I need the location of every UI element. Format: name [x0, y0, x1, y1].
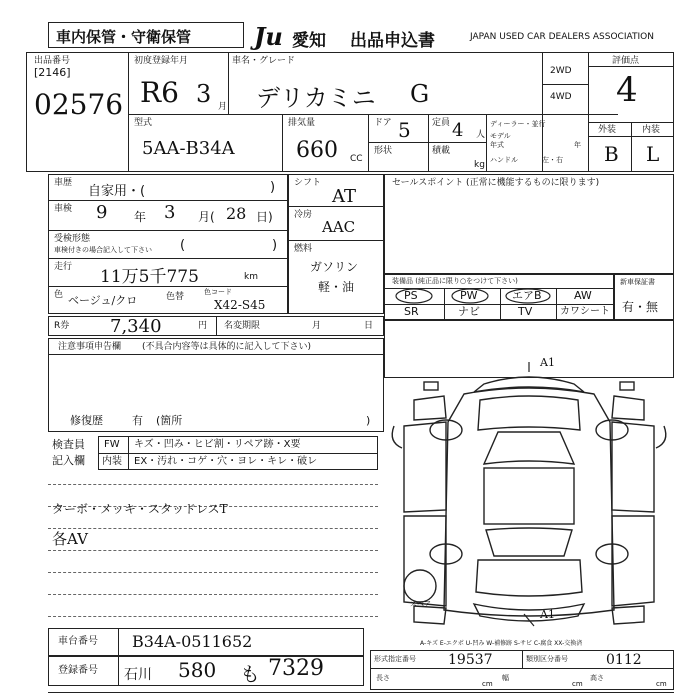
interior-value: L [646, 142, 660, 166]
first-reg-era-year: R6 [140, 76, 179, 109]
equip-leather-seat: カワシート [560, 306, 610, 317]
repair-close: ) [366, 414, 371, 427]
mileage-label: 走行 [54, 262, 73, 272]
inspection-label: 車検 [54, 204, 73, 214]
load-label: 積載 [432, 146, 451, 156]
sales-point-label: セールスポイント (正常に機能するものに限ります) [392, 178, 600, 188]
doors-label: ドア [374, 118, 392, 128]
capacity-value: 4 [452, 120, 464, 141]
car-name-label: 車名・グレード [232, 56, 296, 66]
chassis-value: B34A-0511652 [132, 632, 253, 651]
color-change-label: 色替 [166, 292, 185, 302]
inspector-interior-label: 内装 [102, 456, 122, 467]
color-label: 色 [54, 290, 64, 300]
first-reg-month: 3 [196, 80, 212, 108]
repair-paren: (箇所 [156, 414, 183, 427]
diagram-top-mark: A1 [540, 356, 555, 369]
exterior-value: B [604, 142, 619, 166]
reception-paren: ( [180, 238, 186, 253]
registration-region: 石川 [124, 667, 152, 683]
ac-value: AAC [322, 218, 356, 236]
spec-value-1: 19537 [448, 652, 493, 668]
storage-label: 車内保管・守衛保管 [56, 28, 192, 46]
handle-options: 左・右 [542, 156, 563, 164]
displacement-unit: CC [350, 154, 363, 164]
notes-instruction: (不具合内容等は具体的に記入して下さい) [142, 342, 312, 352]
handwritten-note-2: 各AV [52, 530, 88, 548]
load-unit: kg [474, 160, 485, 170]
name-limit-month: 月 [312, 321, 322, 331]
chassis-label: 車台番号 [58, 636, 98, 647]
recycle-value: 7,340 [110, 316, 162, 337]
registration-number: 7329 [268, 656, 324, 681]
dim-height-label: 高さ [590, 674, 604, 682]
equipment-label: 装備品 (純正品に限り○をつけて下さい) [392, 277, 518, 285]
equip-sr: SR [404, 305, 419, 318]
doors-value: 5 [398, 118, 411, 142]
exterior-label: 外装 [598, 125, 617, 135]
name-limit-day: 日 [364, 321, 374, 331]
inspection-day: 28 [226, 204, 247, 223]
form-title: 出品申込書 [350, 31, 435, 51]
equip-navi: ナビ [458, 305, 480, 318]
usage-close: ) [270, 180, 276, 195]
inspection-year-suffix: 年 [134, 210, 147, 224]
shape-label: 形状 [374, 146, 393, 156]
listing-number-label: 出品番号 [34, 56, 71, 66]
inspection-day-suffix: 日) [256, 210, 273, 224]
diagram-legend: A-キズ E-エクボ U-凹み W-補修跡 S-サビ C-腐食 XX-交換済 [420, 640, 583, 647]
fuel-line2: 軽・油 [318, 280, 355, 294]
diagram-spare-label: スペア [410, 600, 431, 608]
grade-score-value: 4 [616, 70, 638, 110]
name-limit-label: 名変期限 [224, 321, 261, 331]
diagram-bottom-mark: A1 [540, 608, 555, 621]
warranty-label: 新車保証書 [620, 278, 655, 286]
first-reg-month-suffix: 月 [218, 102, 228, 112]
repair-label: 修復歴 [70, 414, 103, 427]
recycle-unit: 円 [198, 321, 208, 331]
dim-length-unit: cm [482, 680, 493, 688]
car-grade: G [410, 80, 430, 108]
equip-tv: TV [518, 305, 533, 318]
grade-score-label: 評価点 [612, 56, 640, 66]
dim-width-label: 幅 [502, 674, 509, 682]
mileage-value: 11万5千775 [100, 267, 199, 287]
inspection-month: 3 [164, 202, 176, 223]
reception-note: 車検付きの場合記入して下さい [54, 246, 152, 254]
reception-label: 受検形態 [54, 234, 91, 244]
listing-number: 02576 [34, 88, 124, 121]
sales-point-frame [384, 174, 674, 274]
spec-value-2: 0112 [606, 652, 642, 668]
brand-logo: Ju [254, 22, 283, 51]
model-year-suffix: 年 [574, 141, 581, 149]
displacement-label: 排気量 [288, 118, 316, 128]
shift-value: AT [332, 186, 357, 207]
spec-label-1: 形式指定番号 [374, 655, 416, 663]
inspector-label-1: 検査員 [52, 438, 85, 451]
model-year-label-1: モデル [490, 132, 511, 140]
shift-label: シフト [294, 178, 322, 188]
registration-label: 登録番号 [58, 665, 98, 676]
equip-aw: AW [574, 289, 592, 302]
notes-label: 注意事項申告欄 [58, 342, 122, 352]
brand-region: 愛知 [292, 31, 326, 51]
model-value: 5AA-B34A [142, 138, 235, 159]
drive-2wd: 2WD [550, 66, 572, 76]
fuel-label: 燃料 [294, 244, 313, 254]
inspector-fw-text: キズ・凹み・ヒビ割・リペア跡・X要 [134, 439, 301, 450]
registration-kana: も [240, 662, 260, 686]
usage-label: 車歴 [54, 178, 73, 188]
model-year-label-2: 年式 [490, 141, 504, 149]
handwritten-note-1: ターボ・メッキ・スタッドレスT [52, 502, 228, 516]
car-damage-diagram [384, 360, 674, 640]
equipment-circles [384, 274, 614, 320]
model-label: 型式 [134, 118, 153, 128]
association-name: JAPAN USED CAR DEALERS ASSOCIATION [470, 32, 654, 42]
inspection-month-suffix: 月( [198, 210, 215, 224]
warranty-options: 有・無 [622, 300, 659, 314]
inspector-label-2: 記入欄 [52, 454, 85, 467]
displacement-value: 660 [296, 138, 338, 163]
color-value: ベージュ/クロ [68, 294, 138, 307]
inspection-year: 9 [96, 202, 108, 223]
inspector-interior-text: EX・汚れ・コゲ・穴・ヨレ・キレ・破レ [134, 456, 318, 467]
equip-airbag: エアB [512, 289, 542, 302]
inspector-fw-label: FW [104, 439, 120, 450]
spec-label-2: 類別区分番号 [526, 655, 568, 663]
reception-paren-close: ) [272, 238, 278, 253]
dealer-label: ディーラー・並行 [490, 120, 546, 128]
interior-label: 内装 [642, 125, 661, 135]
recycle-label: R券 [54, 321, 70, 331]
fuel-line1: ガソリン [310, 260, 359, 274]
capacity-unit: 人 [476, 130, 486, 140]
usage-value: 自家用・( [88, 184, 146, 199]
car-name: デリカミニ [256, 84, 376, 112]
color-code-label: 色コード [204, 288, 232, 296]
capacity-label: 定員 [432, 118, 451, 128]
registration-class: 580 [178, 658, 217, 682]
equip-pw: PW [460, 289, 478, 302]
handle-label: ハンドル [490, 156, 518, 164]
dim-height-unit: cm [656, 680, 667, 688]
drive-4wd: 4WD [550, 92, 572, 102]
color-code-value: X42-S45 [214, 298, 266, 312]
ac-label: 冷房 [294, 210, 313, 220]
first-reg-label: 初度登録年月 [134, 56, 189, 66]
dim-length-label: 長さ [376, 674, 390, 682]
repair-value: 有 [132, 414, 143, 427]
listing-bracket-code: [2146] [34, 66, 71, 79]
dim-width-unit: cm [572, 680, 583, 688]
mileage-unit: km [244, 272, 258, 282]
equip-ps: PS [404, 289, 418, 302]
